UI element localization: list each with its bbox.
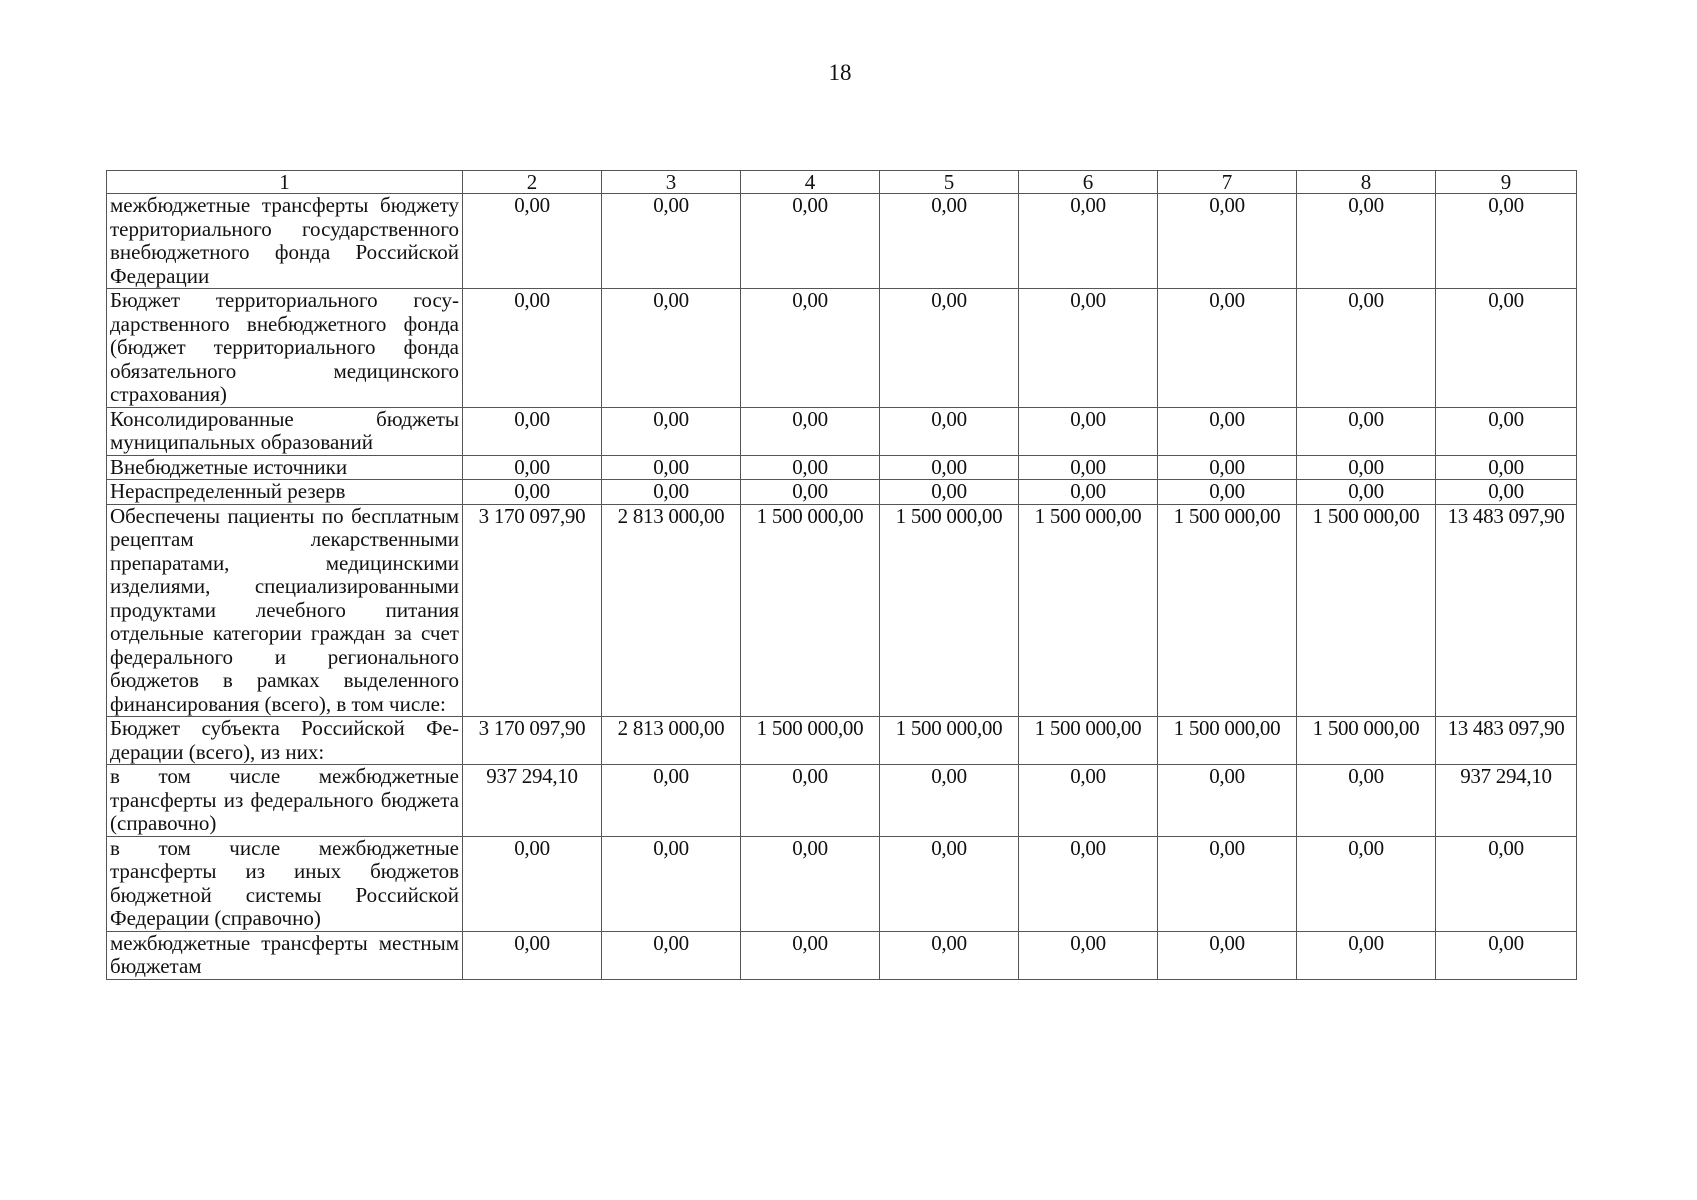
value-cell: 0,00 (1297, 836, 1436, 931)
column-header: 2 (463, 171, 602, 194)
table-row (107, 504, 1577, 717)
value-cell: 3 170 097,90 (463, 717, 602, 765)
value-cell: 0,00 (1436, 194, 1577, 289)
value-cell: 937 294,10 (463, 765, 602, 837)
value-cell: 0,00 (1297, 931, 1436, 979)
value-cell: 0,00 (880, 194, 1019, 289)
value-cell: 0,00 (1019, 407, 1158, 455)
value-cell: 1 500 000,00 (1297, 504, 1436, 717)
value-cell: 0,00 (880, 455, 1019, 480)
column-header: 1 (107, 171, 463, 194)
value-cell: 3 170 097,90 (463, 504, 602, 717)
table-body (107, 194, 1577, 980)
budget-table (106, 170, 1577, 980)
value-cell: 0,00 (602, 765, 741, 837)
value-cell: 0,00 (741, 194, 880, 289)
value-cell: 0,00 (880, 480, 1019, 505)
value-cell: 1 500 000,00 (741, 504, 880, 717)
row-label: в том числе межбюджетные трансферты из федерального бюджета (справочно) (107, 765, 463, 837)
column-header: 9 (1436, 171, 1577, 194)
value-cell: 937 294,10 (1436, 765, 1577, 837)
value-cell: 0,00 (1019, 289, 1158, 408)
value-cell: 0,00 (880, 407, 1019, 455)
value-cell: 0,00 (880, 931, 1019, 979)
row-label: Бюджет территориального государственного внебюджетного фонда (бюджет территориального фонда обязательного медицинского страхования) (107, 289, 463, 408)
row-label: Нераспределенный резерв (107, 480, 463, 505)
table-row (107, 407, 1577, 455)
column-header: 5 (880, 171, 1019, 194)
value-cell: 1 500 000,00 (880, 504, 1019, 717)
value-cell: 0,00 (602, 455, 741, 480)
value-cell: 1 500 000,00 (741, 717, 880, 765)
value-cell: 0,00 (1297, 407, 1436, 455)
value-cell: 0,00 (463, 480, 602, 505)
value-cell: 0,00 (880, 765, 1019, 837)
value-cell: 0,00 (1436, 931, 1577, 979)
table-row (107, 480, 1577, 505)
value-cell: 2 813 000,00 (602, 717, 741, 765)
value-cell: 0,00 (1019, 931, 1158, 979)
value-cell: 0,00 (880, 836, 1019, 931)
column-header: 7 (1158, 171, 1297, 194)
value-cell: 0,00 (1019, 765, 1158, 837)
value-cell: 0,00 (1297, 289, 1436, 408)
column-number-row (107, 171, 1577, 194)
value-cell: 0,00 (1158, 836, 1297, 931)
value-cell: 0,00 (741, 455, 880, 480)
row-label: Обеспечены пациенты по бесплатным рецептам лекарственными препаратами, медицинскими изделиями, специализированными продуктами лечебного питания отдельные категории граждан за счет федерального и регионального бюджетов в рамках выделенного финансирования (всего), в том числе: (107, 504, 463, 717)
table-row (107, 289, 1577, 408)
value-cell: 0,00 (1297, 194, 1436, 289)
table-row (107, 194, 1577, 289)
value-cell: 0,00 (1158, 765, 1297, 837)
value-cell: 0,00 (463, 194, 602, 289)
value-cell: 0,00 (1297, 455, 1436, 480)
value-cell: 0,00 (741, 480, 880, 505)
value-cell: 0,00 (1019, 455, 1158, 480)
value-cell: 0,00 (1436, 836, 1577, 931)
value-cell: 1 500 000,00 (1019, 717, 1158, 765)
value-cell: 0,00 (1297, 765, 1436, 837)
value-cell: 0,00 (1019, 480, 1158, 505)
value-cell: 1 500 000,00 (1297, 717, 1436, 765)
row-label: Внебюджетные источники (107, 455, 463, 480)
table-row (107, 455, 1577, 480)
value-cell: 0,00 (1436, 407, 1577, 455)
value-cell: 0,00 (602, 289, 741, 408)
value-cell: 0,00 (602, 194, 741, 289)
value-cell: 0,00 (463, 931, 602, 979)
value-cell: 2 813 000,00 (602, 504, 741, 717)
value-cell: 1 500 000,00 (880, 717, 1019, 765)
value-cell: 0,00 (741, 289, 880, 408)
value-cell: 0,00 (1436, 289, 1577, 408)
value-cell: 0,00 (463, 455, 602, 480)
table-row (107, 765, 1577, 837)
value-cell: 0,00 (880, 289, 1019, 408)
value-cell: 0,00 (602, 931, 741, 979)
value-cell: 0,00 (1158, 480, 1297, 505)
value-cell: 0,00 (1436, 480, 1577, 505)
page-number: 18 (828, 60, 852, 85)
column-header: 4 (741, 171, 880, 194)
value-cell: 0,00 (463, 289, 602, 408)
value-cell: 0,00 (1436, 455, 1577, 480)
table-row (107, 836, 1577, 931)
row-label: Бюджет субъекта Российской Федерации (всего), из них: (107, 717, 463, 765)
row-label: Консолидированные бюджеты муниципальных образований (107, 407, 463, 455)
value-cell: 0,00 (602, 836, 741, 931)
row-label: межбюджетные трансферты бюджету территориального государственного внебюджетного фонда Российской Федерации (107, 194, 463, 289)
table-row (107, 717, 1577, 765)
value-cell: 13 483 097,90 (1436, 717, 1577, 765)
value-cell: 0,00 (741, 836, 880, 931)
value-cell: 0,00 (741, 931, 880, 979)
value-cell: 0,00 (741, 765, 880, 837)
value-cell: 0,00 (602, 480, 741, 505)
value-cell: 1 500 000,00 (1019, 504, 1158, 717)
value-cell: 13 483 097,90 (1436, 504, 1577, 717)
value-cell: 0,00 (463, 836, 602, 931)
value-cell: 0,00 (1019, 194, 1158, 289)
column-header: 6 (1019, 171, 1158, 194)
table-row (107, 931, 1577, 979)
value-cell: 1 500 000,00 (1158, 504, 1297, 717)
row-label: в том числе межбюджетные трансферты из иных бюджетов бюджетной системы Российской Федерации (справочно) (107, 836, 463, 931)
table-header (107, 171, 1577, 194)
value-cell: 0,00 (1297, 480, 1436, 505)
value-cell: 0,00 (1019, 836, 1158, 931)
value-cell: 0,00 (463, 407, 602, 455)
value-cell: 1 500 000,00 (1158, 717, 1297, 765)
value-cell: 0,00 (1158, 194, 1297, 289)
column-header: 8 (1297, 171, 1436, 194)
value-cell: 0,00 (741, 407, 880, 455)
column-header: 3 (602, 171, 741, 194)
value-cell: 0,00 (1158, 455, 1297, 480)
value-cell: 0,00 (602, 407, 741, 455)
value-cell: 0,00 (1158, 931, 1297, 979)
row-label: межбюджетные трансферты местным бюджетам (107, 931, 463, 979)
value-cell: 0,00 (1158, 289, 1297, 408)
value-cell: 0,00 (1158, 407, 1297, 455)
